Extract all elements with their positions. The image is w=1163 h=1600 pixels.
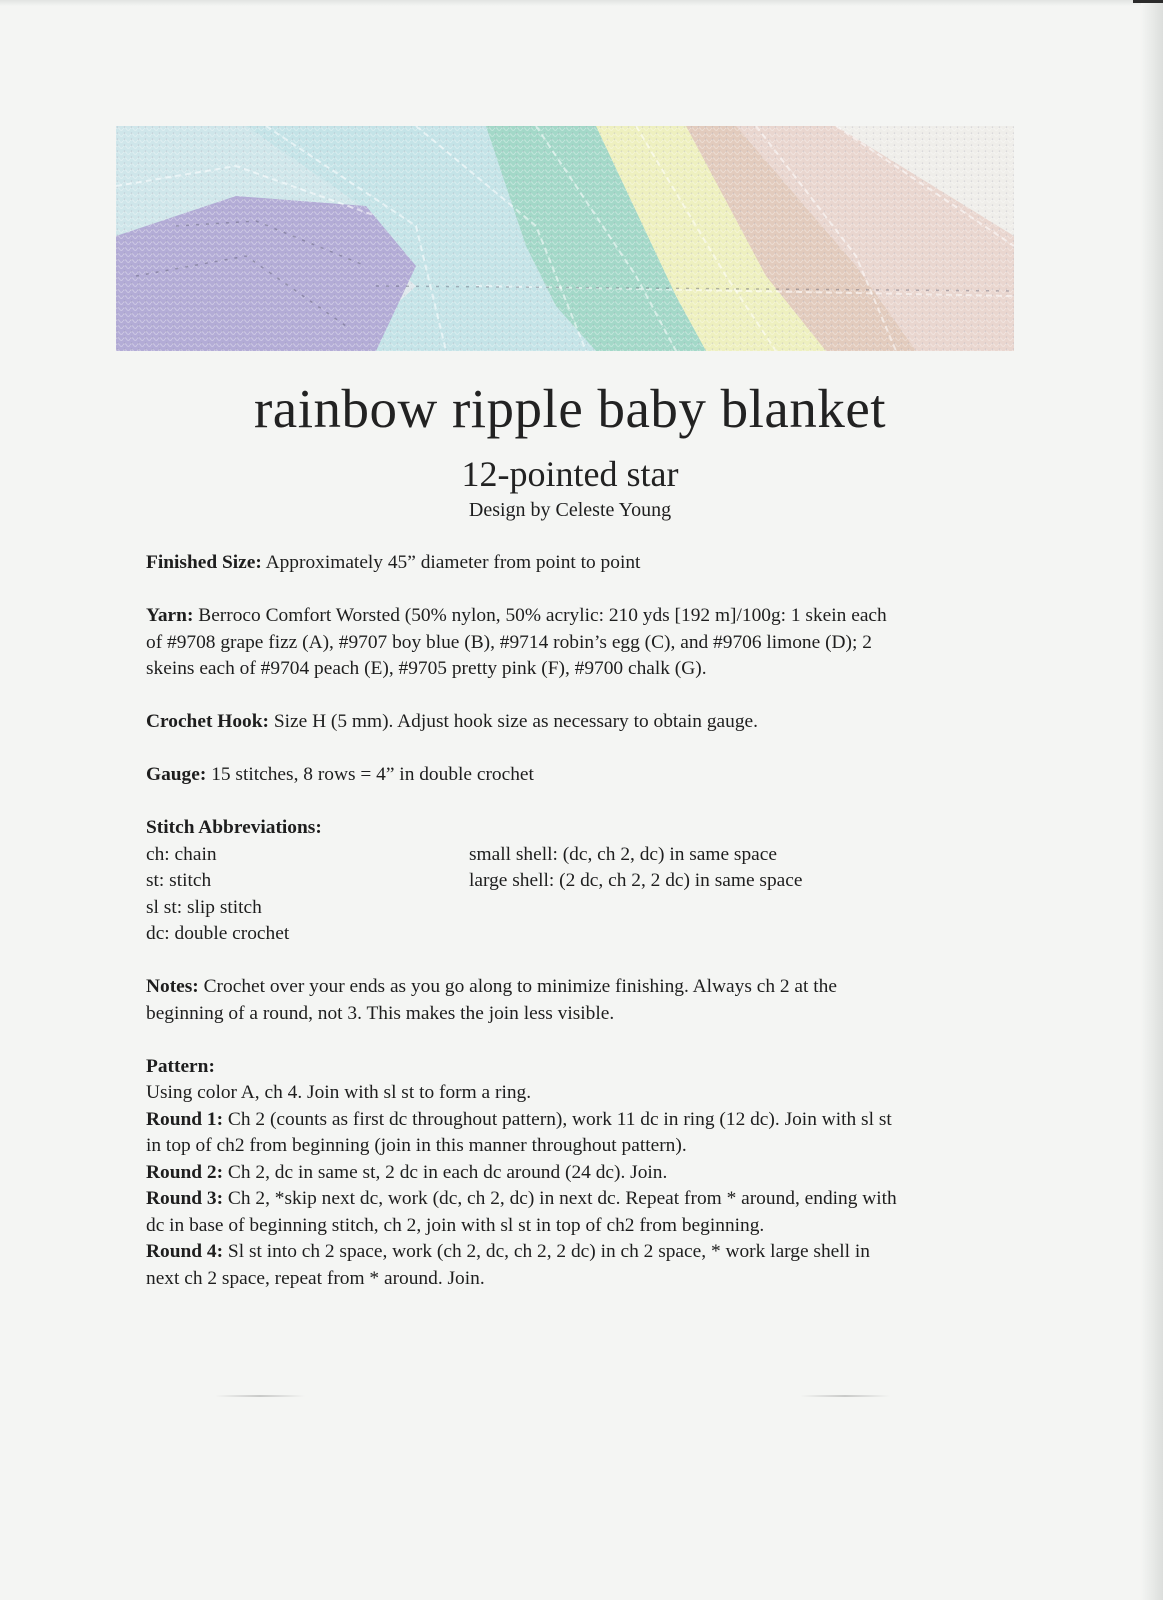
pattern-intro: Using color A, ch 4. Join with sl st to form a ring. (146, 1082, 532, 1103)
blanket-photo (116, 126, 1014, 351)
pattern-body (146, 550, 986, 1292)
yarn-line-1 (146, 603, 986, 630)
yarn-label: Yarn: (146, 605, 194, 626)
document-subtitle: 12-pointed star (461, 454, 679, 494)
round-1-label: Round 1: (146, 1108, 224, 1130)
abbreviations-heading (146, 815, 986, 842)
scan-edge-top (0, 0, 1163, 6)
notes-line-2: beginning of a round, not 3. This makes the join less visible. (146, 1002, 615, 1024)
scan-edge-right (1141, 0, 1163, 1600)
scan-mark (1133, 0, 1163, 3)
abbreviation-item: dc: double crochet (146, 923, 290, 944)
hook-label: Crochet Hook: (146, 711, 269, 732)
round-4-label: Round 4: (146, 1241, 224, 1262)
yarn-line-3: skeins each of #9704 peach (E), #9705 pretty pink (F), #9700 chalk (G). (146, 658, 707, 679)
gauge-text: 15 stitches, 8 rows = 4” in double crochet (211, 764, 534, 785)
round-1-line-1 (146, 1107, 986, 1134)
yarn-text-1: Berroco Comfort Worsted (50% nylon, 50% acrylic: 210 yds [192 m]/100g: 1 skein each (198, 605, 887, 626)
notes-line-1 (146, 974, 986, 1001)
pattern-label: Pattern: (146, 1055, 215, 1077)
abbreviations-left (146, 842, 469, 948)
round-3-line-1 (146, 1186, 986, 1213)
round-2-text: Ch 2, dc in same st, 2 dc in each dc around (24 dc). Join. (227, 1161, 668, 1183)
designer-byline: Design by Celeste Young (468, 499, 672, 521)
blanket-photo-graphic (116, 126, 1014, 351)
gauge (146, 762, 986, 789)
abbreviations-right (469, 842, 802, 948)
scan-artifact (800, 1395, 890, 1397)
finished-size-text: Approximately 45” diameter from point to point (265, 552, 641, 573)
hook-text: Size H (5 mm). Adjust hook size as necessary to obtain gauge. (273, 711, 758, 732)
round-2-label: Round 2: (146, 1161, 224, 1183)
round-1-line-2: in top of ch2 from beginning (join in this manner throughout pattern). (146, 1135, 687, 1156)
abbreviations-label: Stitch Abbreviations: (146, 817, 322, 838)
gauge-label: Gauge: (146, 764, 207, 785)
abbreviation-item: large shell: (2 dc, ch 2, 2 dc) in same space (469, 870, 803, 891)
finished-size (146, 550, 986, 577)
scan-artifact (215, 1395, 305, 1397)
finished-size-label: Finished Size: (146, 552, 262, 573)
abbreviation-item: sl st: slip stitch (146, 896, 262, 918)
abbreviation-item: st: stitch (146, 870, 212, 891)
abbreviations-table (146, 842, 986, 948)
document-title: rainbow ripple baby blanket (253, 378, 887, 439)
yarn-line-2: of #9708 grape fizz (A), #9707 boy blue (B), #9714 robin’s egg (C), and #9706 limone (D); 2 (146, 631, 872, 653)
crochet-hook (146, 709, 986, 736)
round-3-label: Round 3: (146, 1188, 224, 1209)
pattern-heading (146, 1054, 986, 1081)
round-4-line-1 (146, 1239, 986, 1266)
round-4-line-2: next ch 2 space, repeat from * around. Join. (146, 1267, 485, 1289)
notes-label: Notes: (146, 976, 199, 997)
abbreviation-item: small shell: (dc, ch 2, dc) in same space (469, 843, 777, 865)
round-3-text-1: Ch 2, *skip next dc, work (dc, ch 2, dc) in next dc. Repeat from * around, ending with (227, 1188, 897, 1209)
round-1-text-1: Ch 2 (counts as first dc throughout pattern), work 11 dc in ring (12 dc). Join with sl st (227, 1108, 892, 1130)
notes-text-1: Crochet over your ends as you go along to minimize finishing. Always ch 2 at the (203, 976, 837, 997)
round-4-text-1: Sl st into ch 2 space, work (ch 2, dc, ch 2, 2 dc) in ch 2 space, * work large shell in (227, 1241, 870, 1262)
round-3-line-2: dc in base of beginning stitch, ch 2, join with sl st in top of ch2 from beginning. (146, 1214, 765, 1236)
abbreviation-item: ch: chain (146, 843, 217, 865)
round-2 (146, 1160, 986, 1187)
